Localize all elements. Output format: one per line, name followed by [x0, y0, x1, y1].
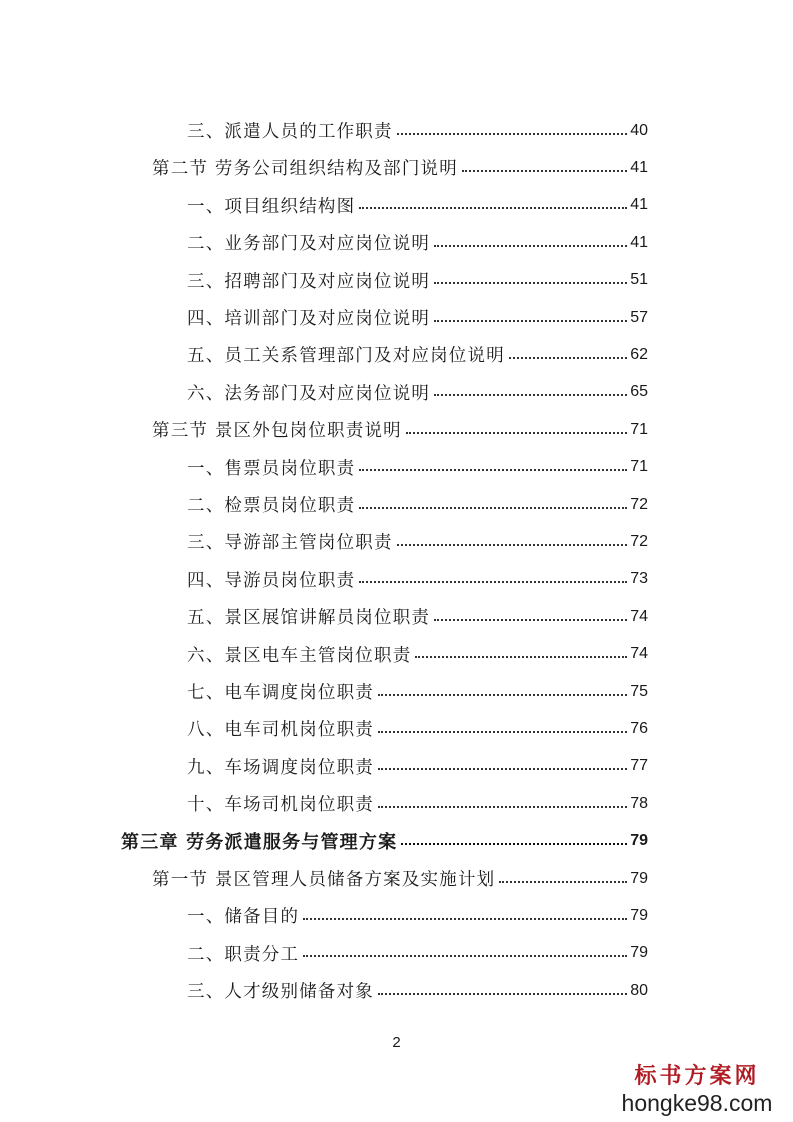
- toc-dot-leader: [434, 245, 627, 247]
- toc-entry-title: 九、车场调度岗位职责: [187, 757, 374, 778]
- toc-item-entry: [187, 598, 648, 635]
- toc-entry-title: 二、检票员岗位职责: [187, 496, 356, 516]
- toc-item-entry: [187, 374, 648, 411]
- toc-item-entry: [187, 299, 648, 336]
- toc-entry-page-number: 79: [630, 869, 648, 887]
- toc-dot-leader: [359, 207, 627, 209]
- watermark-url-text: hongke98.com: [621, 1090, 773, 1116]
- toc-entry-page-number: 80: [630, 981, 648, 999]
- toc-entry-page-number: 62: [630, 345, 648, 363]
- toc-dot-leader: [462, 170, 627, 172]
- toc-dot-leader: [406, 432, 627, 434]
- toc-entry-page-number: 79: [630, 832, 648, 850]
- toc-entry-title: 五、景区展馆讲解员岗位职责: [187, 608, 431, 629]
- toc-entry-page-number: 40: [630, 121, 648, 139]
- toc-item-entry: [187, 523, 648, 560]
- toc-entry-title: 一、储备目的: [187, 907, 300, 928]
- toc-entry-title: 十、车场司机岗位职责: [187, 795, 374, 816]
- toc-dot-leader: [434, 282, 627, 284]
- toc-entry-page-number: 79: [630, 906, 648, 924]
- toc-entry-title: 四、导游员岗位职责: [187, 570, 356, 591]
- toc-item-entry: [187, 972, 648, 1009]
- toc-dot-leader: [359, 507, 627, 509]
- toc-entry-title: 三、派遣人员的工作职责: [187, 122, 393, 142]
- toc-entry-title: 一、项目组织结构图: [187, 196, 356, 217]
- toc-entry-page-number: 73: [630, 570, 648, 588]
- toc-entry-title: 二、业务部门及对应岗位说明: [187, 234, 431, 255]
- toc-section-entry: [152, 860, 648, 897]
- toc-entry-page-number: 77: [630, 757, 648, 775]
- toc-dot-leader: [378, 731, 627, 733]
- toc-entry-page-number: 41: [630, 158, 648, 176]
- toc-dot-leader: [303, 955, 627, 957]
- toc-dot-leader: [378, 806, 627, 808]
- toc-entry-page-number: 72: [630, 495, 648, 513]
- toc-item-entry: [187, 935, 648, 972]
- toc-item-entry: [187, 224, 648, 261]
- toc-entry-title: 四、培训部门及对应岗位说明: [187, 309, 431, 329]
- toc-item-entry: [187, 636, 648, 673]
- toc-dot-leader: [509, 357, 627, 359]
- toc-entry-page-number: 71: [630, 458, 648, 476]
- toc-dot-leader: [378, 993, 627, 995]
- toc-entry-title: 三、人才级别储备对象: [187, 982, 374, 1003]
- toc-entry-page-number: 74: [630, 607, 648, 625]
- toc-dot-leader: [401, 843, 627, 845]
- toc-section-entry: [152, 411, 648, 448]
- toc-entry-page-number: 76: [630, 719, 648, 737]
- toc-dot-leader: [378, 694, 627, 696]
- toc-item-entry: [187, 561, 648, 598]
- toc-item-entry: [187, 785, 648, 822]
- toc-chapter-entry: [121, 823, 648, 860]
- toc-entry-title: 六、法务部门及对应岗位说明: [187, 383, 431, 404]
- toc-entry-page-number: 57: [630, 308, 648, 326]
- toc-entry-page-number: 75: [630, 682, 648, 700]
- toc-item-entry: [187, 449, 648, 486]
- toc-entry-page-number: 71: [630, 420, 648, 438]
- toc-entry-page-number: 41: [630, 196, 648, 214]
- toc-item-entry: [187, 748, 648, 785]
- toc-entry-title: 三、导游部主管岗位职责: [187, 533, 393, 554]
- toc-entry-page-number: 72: [630, 532, 648, 550]
- toc-entry-title: 八、电车司机岗位职责: [187, 720, 374, 741]
- toc-dot-leader: [303, 918, 627, 920]
- toc-entry-title: 七、电车调度岗位职责: [187, 683, 374, 703]
- toc-entry-title: 五、员工关系管理部门及对应岗位说明: [187, 346, 505, 367]
- toc-entry-page-number: 65: [630, 383, 648, 401]
- page-number: 2: [392, 1034, 401, 1051]
- toc-dot-leader: [359, 469, 627, 471]
- toc-entry-page-number: 51: [630, 271, 648, 289]
- toc-entry-title: 第三章 劳务派遣服务与管理方案: [121, 832, 398, 854]
- toc-item-entry: [187, 336, 648, 373]
- toc-entry-title: 第一节 景区管理人员储备方案及实施计划: [152, 870, 496, 890]
- toc-entry-title: 第三节 景区外包岗位职责说明: [152, 421, 402, 442]
- toc-dot-leader: [378, 768, 627, 770]
- toc-entry-page-number: 78: [630, 794, 648, 812]
- toc-dot-leader: [397, 133, 628, 135]
- toc-item-entry: [187, 897, 648, 934]
- toc-section-entry: [152, 149, 648, 186]
- toc-entry-title: 一、售票员岗位职责: [187, 458, 356, 479]
- toc-entry-page-number: 41: [630, 233, 648, 251]
- toc-dot-leader: [397, 544, 628, 546]
- watermark-cn-text: 标书方案网: [634, 1063, 760, 1089]
- toc-dot-leader: [434, 619, 627, 621]
- toc-entry-title: 六、景区电车主管岗位职责: [187, 645, 412, 666]
- toc-item-entry: [187, 486, 648, 523]
- toc-entry-title: 三、招聘部门及对应岗位说明: [187, 271, 431, 292]
- toc-dot-leader: [499, 881, 627, 883]
- toc-item-entry: [187, 112, 648, 149]
- toc-item-entry: [187, 710, 648, 747]
- toc-item-entry: [187, 673, 648, 710]
- toc-dot-leader: [434, 394, 627, 396]
- toc-item-entry: [187, 262, 648, 299]
- toc-dot-leader: [359, 581, 627, 583]
- toc-entry-title: 二、职责分工: [187, 944, 300, 965]
- toc-item-entry: [187, 187, 648, 224]
- toc-dot-leader: [415, 656, 627, 658]
- toc-entry-page-number: 74: [630, 645, 648, 663]
- toc-entry-title: 第二节 劳务公司组织结构及部门说明: [152, 159, 458, 180]
- site-watermark: [617, 1062, 777, 1116]
- toc-dot-leader: [434, 320, 627, 322]
- toc-entry-page-number: 79: [630, 944, 648, 962]
